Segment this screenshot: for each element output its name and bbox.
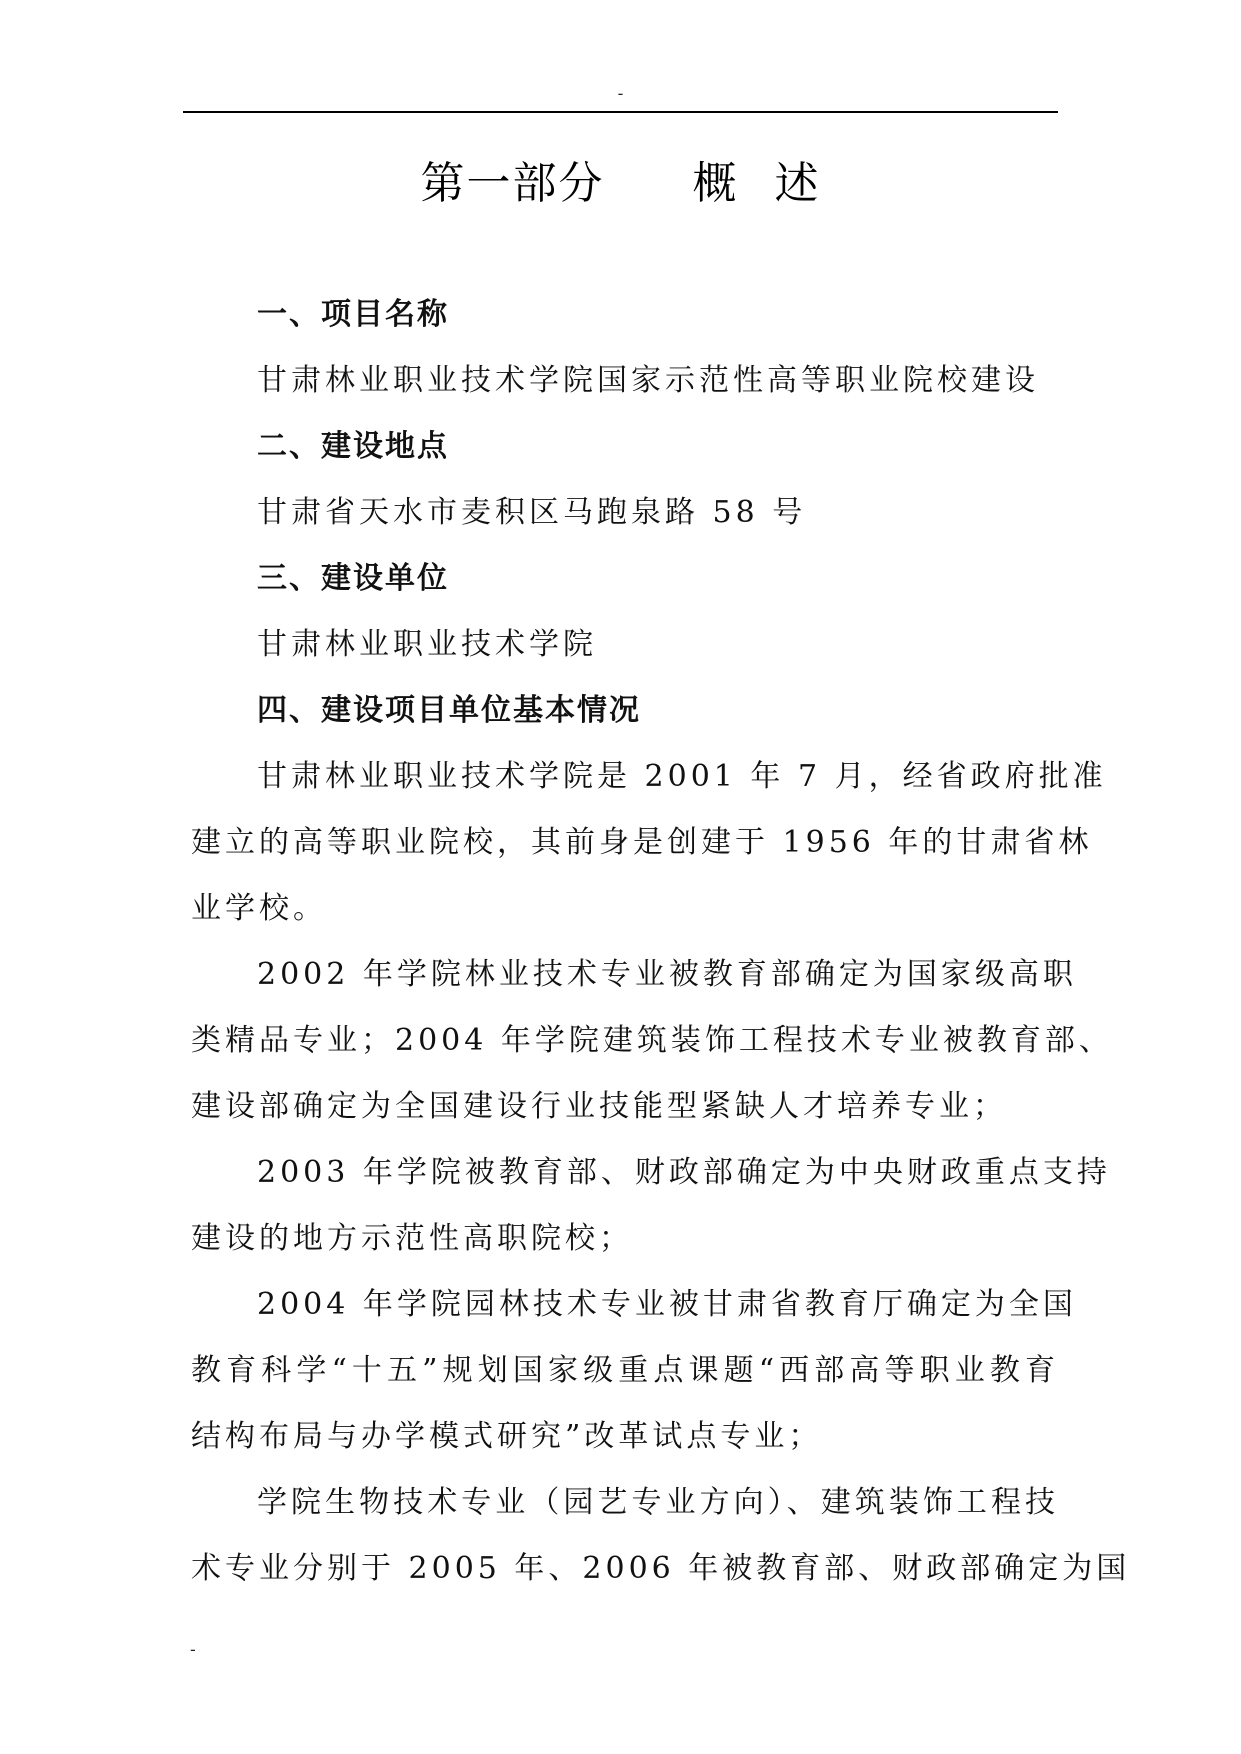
paragraph-line: 2003 年学院被教育部、财政部确定为中央财政重点支持 — [257, 1155, 1111, 1190]
paragraph-line: 结构布局与办学模式研究”改革试点专业； — [191, 1419, 823, 1454]
paragraph-line: 类精品专业；2004 年学院建筑装饰工程技术专业被教育部、 — [191, 1023, 1113, 1058]
paragraph-line: 2004 年学院园林技术专业被甘肃省教育厅确定为全国 — [257, 1287, 1077, 1322]
paragraph-line: 建立的高等职业院校，其前身是创建于 1956 年的甘肃省林 — [191, 825, 1093, 860]
title-word-2: 述 — [774, 158, 821, 209]
section-heading-name: 一、项目名称 — [257, 297, 449, 332]
paragraph-line: 建设部确定为全国建设行业技能型紧缺人才培养专业； — [191, 1089, 1007, 1124]
section-heading-basic-info: 四、建设项目单位基本情况 — [257, 693, 641, 728]
document-body — [191, 282, 1131, 1602]
paragraph-line: 建设的地方示范性高职院校； — [191, 1221, 633, 1256]
paragraph-line: 2002 年学院林业技术专业被教育部确定为国家级高职 — [257, 957, 1077, 992]
project-unit: 甘肃林业职业技术学院 — [257, 627, 597, 662]
section-heading-location: 二、建设地点 — [257, 429, 449, 464]
header-rule — [183, 111, 1058, 113]
paragraph-line: 业学校。 — [191, 891, 327, 926]
page-title — [0, 156, 1241, 212]
footer-mark: - — [190, 1640, 196, 1659]
project-location: 甘肃省天水市麦积区马跑泉路 58 号 — [257, 495, 807, 530]
section-heading-unit: 三、建设单位 — [257, 561, 449, 596]
title-part: 第一部分 — [420, 158, 605, 209]
title-word-1: 概 — [692, 158, 739, 209]
project-name: 甘肃林业职业技术学院国家示范性高等职业院校建设 — [257, 363, 1039, 398]
paragraph-line: 甘肃林业职业技术学院是 2001 年 7 月，经省政府批准 — [257, 759, 1107, 794]
header-mark: - — [617, 84, 624, 103]
paragraph-line: 学院生物技术专业（园艺专业方向）、建筑装饰工程技 — [257, 1485, 1059, 1520]
paragraph-line: 教育科学“十五”规划国家级重点课题“西部高等职业教育 — [191, 1353, 1059, 1388]
paragraph-line: 术专业分别于 2005 年、2006 年被教育部、财政部确定为国 — [191, 1551, 1131, 1586]
